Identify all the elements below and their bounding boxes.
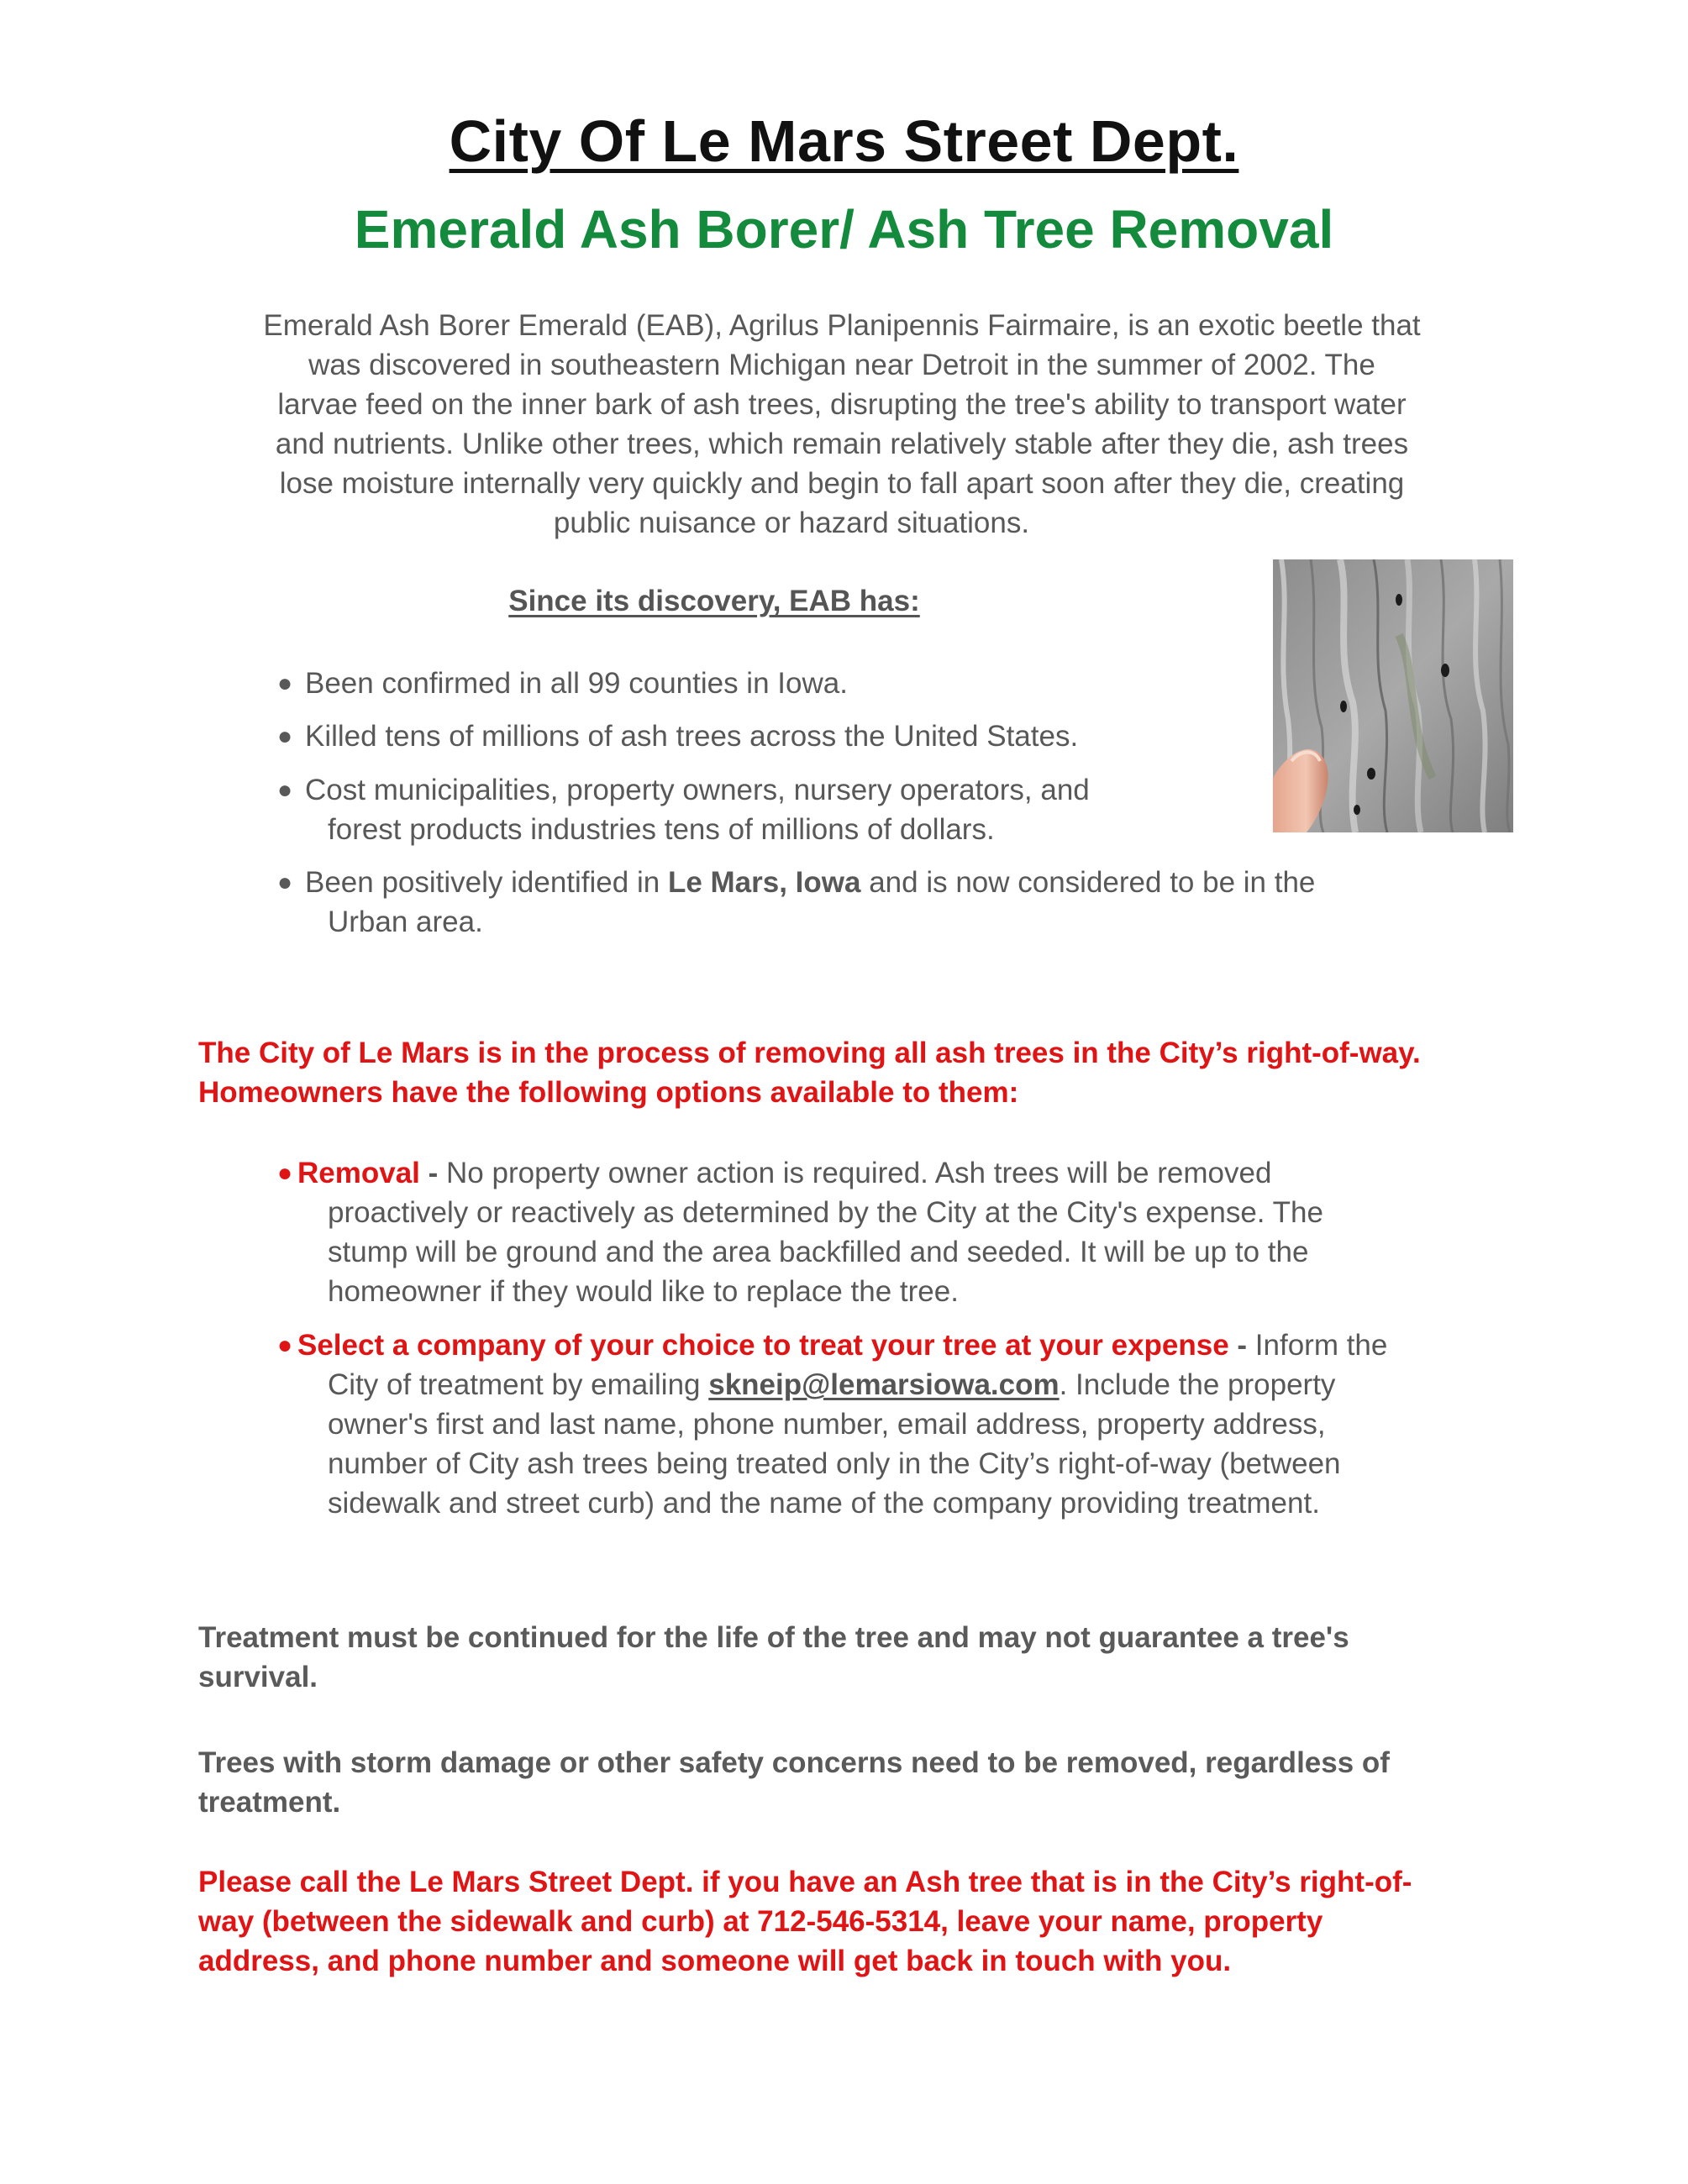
treatment-note: Treatment must be continued for the life of the tree and may not guarantee a tree's survival.	[198, 1621, 1349, 1693]
discovery-item: ● Cost municipalities, property owners, nursery operators, and forest products industries tens of millions of dollars.	[277, 770, 1090, 849]
intro-line: larvae feed on the inner bark of ash trees, disrupting the tree's ability to transport water	[277, 388, 1407, 421]
discovery-item: ● Been confirmed in all 99 counties in Iowa.	[277, 664, 848, 703]
bullet-icon: ●	[277, 1159, 293, 1187]
bullet-icon: ●	[277, 1331, 293, 1359]
storm-note: Trees with storm damage or other safety concerns need to be removed, regardless of treatment.	[198, 1746, 1390, 1819]
intro-line: public nuisance or hazard situations.	[553, 507, 1030, 539]
intro-line: was discovered in southeastern Michigan near Detroit in the summer of 2002. The	[308, 349, 1375, 381]
location-highlight: Le Mars, Iowa	[667, 866, 861, 899]
intro-line: and nutrients. Unlike other trees, which remain relatively stable after they die, ash trees	[275, 428, 1409, 460]
bullet-icon: ●	[277, 669, 293, 697]
ash-bark-photo	[1273, 559, 1513, 832]
page-title: City Of Le Mars Street Dept.	[449, 108, 1239, 174]
intro-line: Emerald Ash Borer Emerald (EAB), Agrilus Planipennis Fairmaire, is an exotic beetle that	[263, 309, 1421, 342]
email-link[interactable]: skneip@lemarsiowa.com	[708, 1368, 1060, 1401]
intro-line: lose moisture internally very quickly and begin to fall apart soon after they die, creating	[279, 467, 1405, 500]
removal-notice-line: The City of Le Mars is in the process of removing all ash trees in the City’s right-of-way.	[198, 1037, 1421, 1069]
discovery-item: ● Been positively identified in Le Mars, Iowa and is now considered to be in the Urban area.	[277, 863, 1315, 942]
option-removal: ● Removal - No property owner action is required. Ash trees will be removed proactively or reactively as determined by the City at the City's expense. The stump will be ground and the area backfilled and seeded. It will be up to the homeowner if they would like to replace the tree.	[277, 1153, 1323, 1311]
discovery-item: ● Killed tens of millions of ash trees across the United States.	[277, 717, 1078, 756]
bullet-icon: ●	[277, 869, 293, 896]
removal-notice-line: Homeowners have the following options available to them:	[198, 1076, 1019, 1109]
intro-paragraph	[187, 306, 1497, 543]
option-treatment: ● Select a company of your choice to treat your tree at your expense - Inform the City of treatment by emailing skneip@lemarsiowa.com. Include the property owner's first and last name, phone number, email address, property address, number of City ash trees being treated only in the City’s right-of-way (between sidewalk and street curb) and the name of the company providing treatment.	[277, 1326, 1387, 1523]
discovery-heading: Since its discovery, EAB has:	[508, 585, 920, 617]
option-label: Select a company of your choice to treat your tree at your expense	[297, 1329, 1229, 1362]
option-label: Removal	[297, 1157, 420, 1189]
removal-notice	[198, 1033, 1509, 1112]
bullet-icon: ●	[277, 722, 293, 750]
ash-bark-with-exit-holes-photo-icon	[1273, 559, 1513, 832]
contact-note: Please call the Le Mars Street Dept. if you have an Ash tree that is in the City’s right-of- way (between the sidewalk and curb) at 712-546-5314, leave your name, property address, and phone number and someone will get back in touch with you.	[198, 1866, 1412, 1977]
page-subtitle: Emerald Ash Borer/ Ash Tree Removal	[354, 199, 1334, 260]
bullet-icon: ●	[277, 776, 293, 804]
